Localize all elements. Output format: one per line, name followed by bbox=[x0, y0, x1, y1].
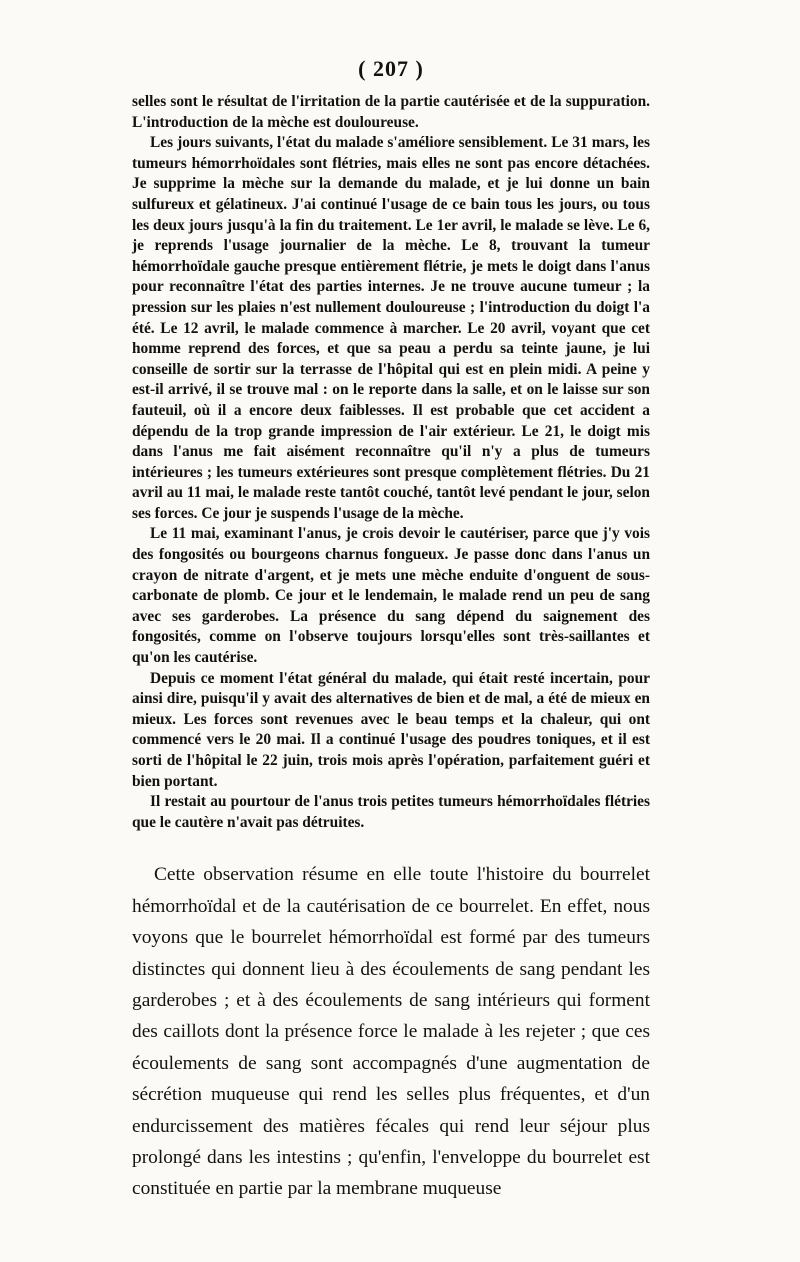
case-report-text bbox=[132, 92, 650, 833]
paragraph: Il restait au pourtour de l'anus trois petites tumeurs hémorrhoïdales flétries que le cautère n'avait pas détruites. bbox=[132, 793, 650, 831]
paragraph: Le 11 mai, examinant l'anus, je crois devoir le cautériser, parce que j'y vois des fongosités ou bourgeons charnus fongueux. Je passe donc dans l'anus un crayon de nitrate d'argent, et je mets une mèche enduite d'onguent de sous-carbonate de plomb. Ce jour et le lendemain, le malade rend un peu de sang avec ses garderobes. La présence du sang dépend du saignement des fongosités, comme on l'observe toujours lorsqu'elles sont très-saillantes et qu'on les cautérise. bbox=[132, 525, 650, 667]
paragraph: selles sont le résultat de l'irritation de la partie cautérisée et de la suppuration. L'introduction de la mèche est douloureuse. bbox=[132, 93, 650, 131]
page-number: ( 207 ) bbox=[358, 56, 424, 81]
paragraph: Cette observation résume en elle toute l'histoire du bourrelet hémorrhoïdal et de la cautérisation de ce bourrelet. En effet, nous voyons que le bourrelet hémorrhoïdal est formé par des tumeurs distinctes qui donnent lieu à des écoulements de sang pendant les garderobes ; et à des écoulements de sang intérieurs qui forment des caillots dont la présence force le malade à les rejeter ; que ces écoulements de sang sont accompagnés d'une augmentation de sécrétion muqueuse qui rend les selles plus fréquentes, et d'un endurcissement des matières fécales qui rend leur séjour plus prolongé dans les intestins ; qu'enfin, l'enveloppe du bourrelet est constituée en partie par la membrane muqueuse bbox=[132, 864, 650, 1200]
main-text bbox=[132, 859, 650, 1204]
paragraph: Les jours suivants, l'état du malade s'améliore sensiblement. Le 31 mars, les tumeurs hémorrhoïdales sont flétries, mais elles ne sont pas encore détachées. Je supprime la mèche sur la demande du malade, et je lui donne un bain sulfureux et gélatineux. J'ai continué l'usage de ce bain tous les jours, ou tous les deux jours jusqu'à la fin du traitement. Le 1er avril, le malade se lève. Le 6, je reprends l'usage journalier de la mèche. Le 8, trouvant la tumeur hémorrhoïdale gauche presque entièrement flétrie, je mets le doigt dans l'anus pour reconnaître l'état des parties internes. Je ne trouve aucune tumeur ; la pression sur les plaies n'est nullement douloureuse ; l'introduction du doigt l'a été. Le 12 avril, le malade commence à marcher. Le 20 avril, voyant que cet homme reprend des forces, et que sa peau a perdu sa teinte jaune, je lui conseille de sortir sur la terrasse de l'hôpital qui est en plein midi. A peine y est-il arrivé, il se trouve mal : on le reporte dans la salle, et on le laisse sur son fauteuil, où il a encore deux faiblesses. Il est probable que cet accident a dépendu de la trop grande impression de l'air extérieur. Le 21, le doigt mis dans l'anus me fait aisément reconnaître qu'il n'y a plus de tumeurs intérieures ; les tumeurs extérieures sont presque complètement flétries. Du 21 avril au 11 mai, le malade reste tantôt couché, tantôt levé pendant le jour, selon ses forces. Ce jour je suspends l'usage de la mèche. bbox=[132, 134, 650, 522]
paragraph: Depuis ce moment l'état général du malade, qui était resté incertain, pour ainsi dire, puisqu'il y avait des alternatives de bien et de mal, a été de mieux en mieux. Les forces sont revenues avec le beau temps et la chaleur, qui ont commencé vers le 20 mai. Il a continué l'usage des poudres toniques, et il est sorti de l'hôpital le 22 juin, trois mois après l'opération, parfaitement guéri et bien portant. bbox=[132, 669, 650, 790]
